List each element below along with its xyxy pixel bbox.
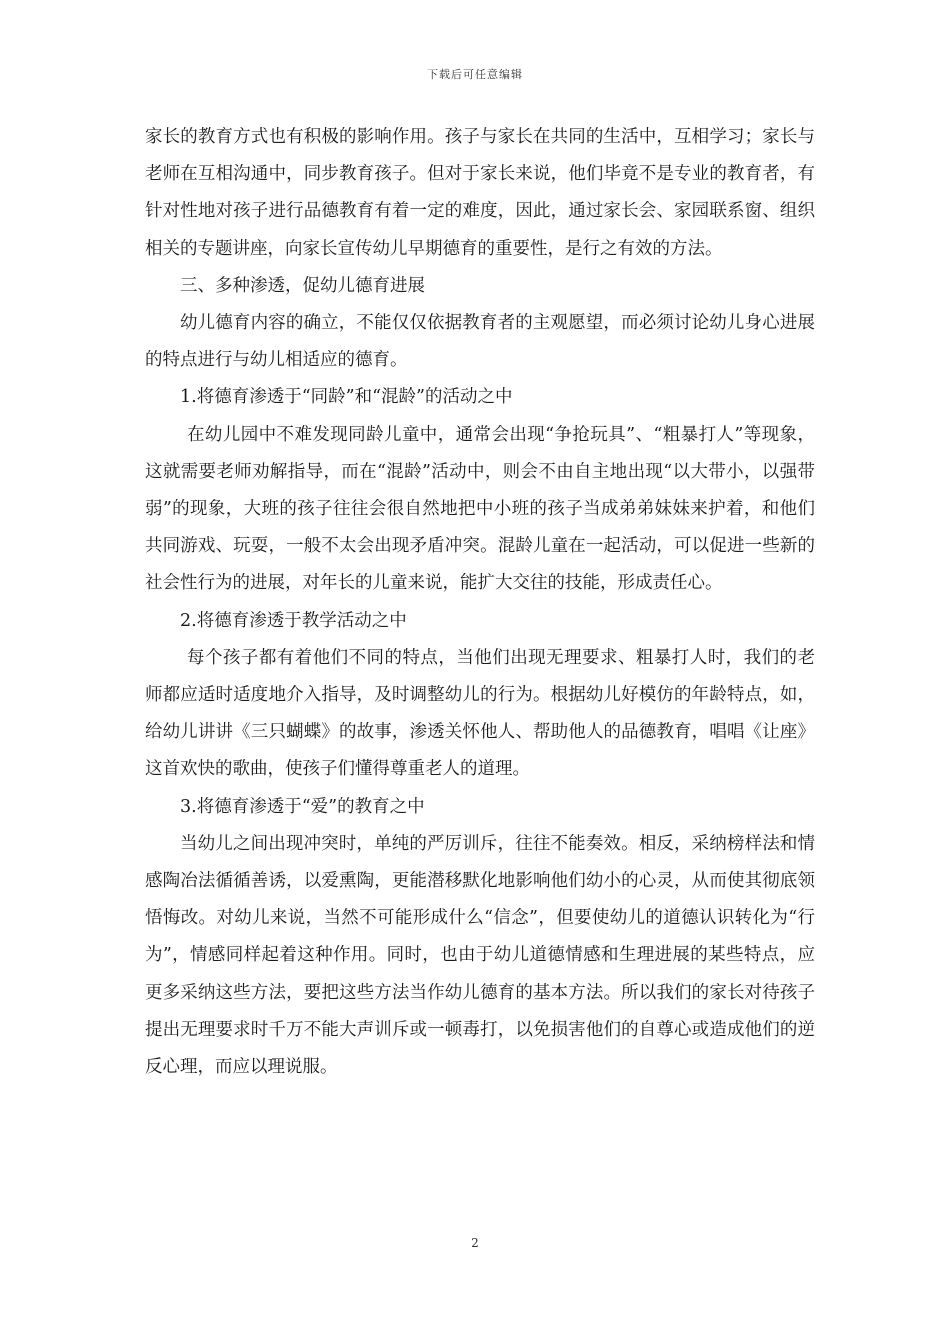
paragraph-parent-education: 家长的教育方式也有积极的影响作用。孩子与家长在共同的生活中，互相学习；家长与老师在互相沟通中，同步教育孩子。但对于家长来说，他们毕竟不是专业的教育者，有针对性地对孩子进行品德教育有着一定的难度，因此，通过家长会、家园联系窗、组织相关的专题讲座，向家长宣传幼儿早期德育的重要性，是行之有效的方法。 [145, 127, 815, 259]
paragraph-mixed-age: 在幼儿园中不难发现同龄儿童中，通常会出现“争抢玩具”、“粗暴打人”等现象，这就需要老师劝解指导，而在“混龄”活动中，则会不由自主地出现“以大带小，以强带弱”的现象，大班的孩子往往会很自然地把中小班的孩子当成弟弟妹妹来护着，和他们共同游戏、玩耍，一般不太会出现矛盾冲突。混龄儿童在一起活动，可以促进一些新的社会性行为的进展，对年长的儿童来说，能扩大交往的技能，形成责任心。 [145, 424, 815, 594]
document-body [145, 119, 815, 1086]
subheading-3: 3.将德育渗透于“爱”的教育之中 [180, 796, 425, 817]
subheading-2: 2.将德育渗透于教学活动之中 [180, 610, 407, 631]
paragraph-love-education: 当幼儿之间出现冲突时，单纯的严厉训斥，往往不能奏效。相反，采纳榜样法和情感陶冶法循循善诱，以爱熏陶，更能潜移默化地影响他们幼小的心灵，从而使其彻底领悟悔改。对幼儿来说，当然不可能形成什么“信念”，但要使幼儿的道德认识转化为“行为”，情感同样起着这种作用。同时，也由于幼儿道德情感和生理进展的某些特点，应更多采纳这些方法，要把这些方法当作幼儿德育的基本方法。所以我们的家长对待孩子提出无理要求时千万不能大声训斥或一顿毒打，以免损害他们的自尊心或造成他们的逆反心理，而应以理说服。 [145, 833, 815, 1078]
page-number: 2 [471, 1236, 479, 1250]
section-heading-3: 三、多种渗透，促幼儿德育进展 [180, 275, 425, 296]
subheading-1: 1.将德育渗透于“同龄”和“混龄”的活动之中 [180, 387, 513, 408]
page-header: 下载后可任意编辑 [427, 68, 523, 81]
paragraph-teaching: 每个孩子都有着他们不同的特点，当他们出现无理要求、粗暴打人时，我们的老师都应适时适度地介入指导，及时调整幼儿的行为。根据幼儿好模仿的年龄特点，如，给幼儿讲讲《三只蝴蝶》的故事，渗透关怀他人、帮助他人的品德教育，唱唱《让座》这首欢快的歌曲，使孩子们懂得尊重老人的道理。 [145, 647, 815, 780]
paragraph-moral-content: 幼儿德育内容的确立，不能仅仅依据教育者的主观愿望，而必须讨论幼儿身心进展的特点进行与幼儿相适应的德育。 [145, 313, 815, 371]
